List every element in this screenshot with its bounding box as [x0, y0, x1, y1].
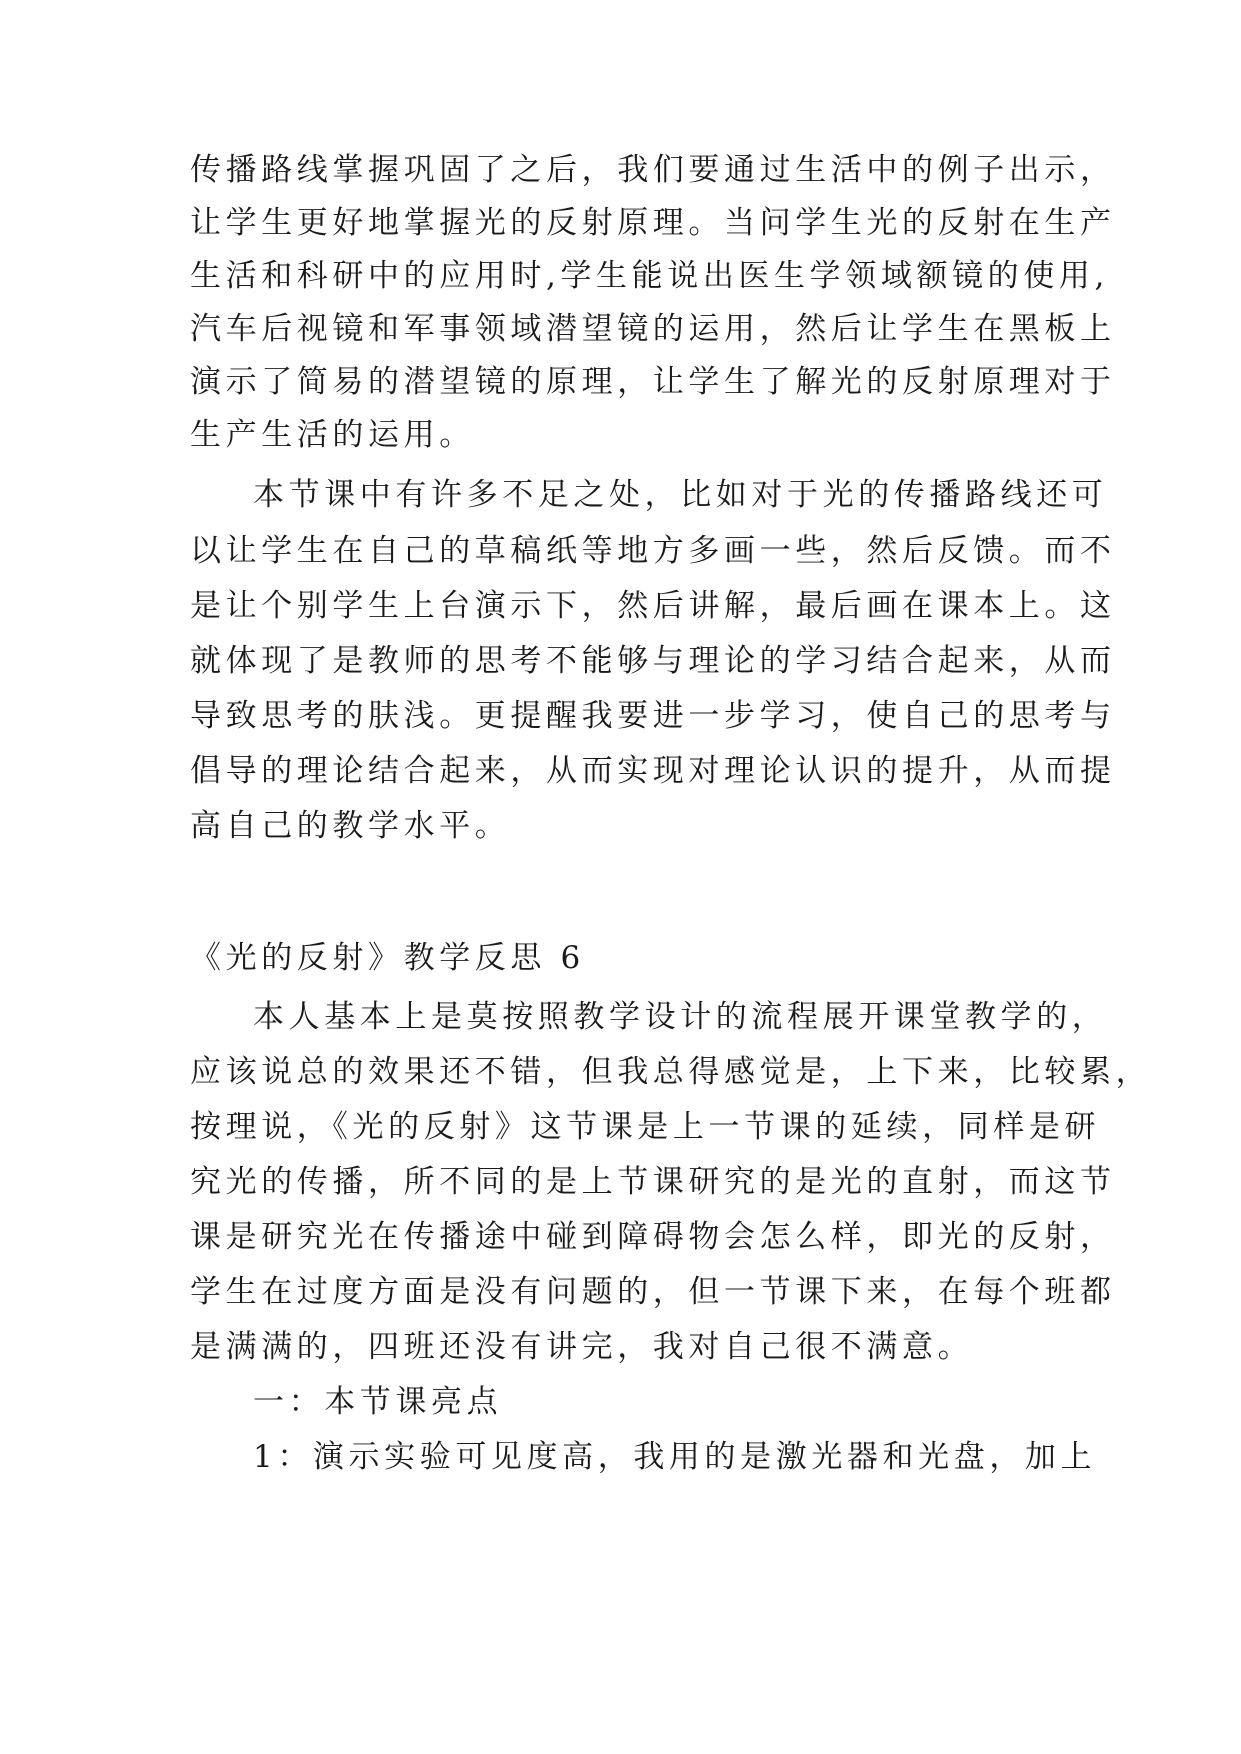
list-item: 1：演示实验可见度高，我用的是激光器和光盘，加上: [253, 1439, 1097, 1475]
subsection-heading: 一：本节课亮点: [253, 1384, 503, 1420]
text-line: 导致思考的肤浅。更提醒我要进一步学习，使自己的思考与: [190, 698, 1116, 734]
text-line: 究光的传播，所不同的是上节课研究的是光的直射，而这节: [190, 1164, 1116, 1200]
text-line: 让学生更好地掌握光的反射原理。当问学生光的反射在生产: [190, 205, 1116, 241]
text-line: 是让个别学生上台演示下，然后讲解，最后画在课本上。这: [190, 588, 1116, 624]
text-line: 生活和科研中的应用时,学生能说出医生学领域额镜的使用,: [190, 258, 1109, 294]
text-line: 演示了简易的潜望镜的原理，让学生了解光的反射原理对于: [190, 364, 1116, 400]
text-line: 课是研究光在传播途中碰到障碍物会怎么样，即光的反射，: [190, 1219, 1116, 1255]
text-line: 是满满的，四班还没有讲完，我对自己很不满意。: [190, 1329, 974, 1365]
text-line: 倡导的理论结合起来，从而实现对理论认识的提升，从而提: [190, 753, 1116, 789]
text-line: 就体现了是教师的思考不能够与理论的学习结合起来，从而: [190, 643, 1116, 679]
text-line: 按理说，《光的反射》这节课是上一节课的延续，同样是研: [190, 1109, 1101, 1145]
text-line: 传播路线掌握巩固了之后，我们要通过生活中的例子出示，: [190, 152, 1116, 188]
text-line: 生产生活的运用。: [190, 417, 475, 453]
section-title: 《光的反射》教学反思 6: [190, 940, 585, 976]
text-line: 应该说总的效果还不错，但我总得感觉是，上下来，比较累，: [190, 1054, 1152, 1090]
text-line: 本人基本上是莫按照教学设计的流程展开课堂教学的，: [253, 999, 1108, 1035]
text-line: 本节课中有许多不足之处，比如对于光的传播路线还可: [253, 477, 1108, 513]
text-line: 高自己的教学水平。: [190, 808, 511, 844]
text-line: 学生在过度方面是没有问题的，但一节课下来，在每个班都: [190, 1274, 1116, 1310]
text-line: 汽车后视镜和军事领域潜望镜的运用，然后让学生在黑板上: [190, 311, 1116, 347]
text-line: 以让学生在自己的草稿纸等地方多画一些，然后反馈。而不: [190, 533, 1116, 569]
